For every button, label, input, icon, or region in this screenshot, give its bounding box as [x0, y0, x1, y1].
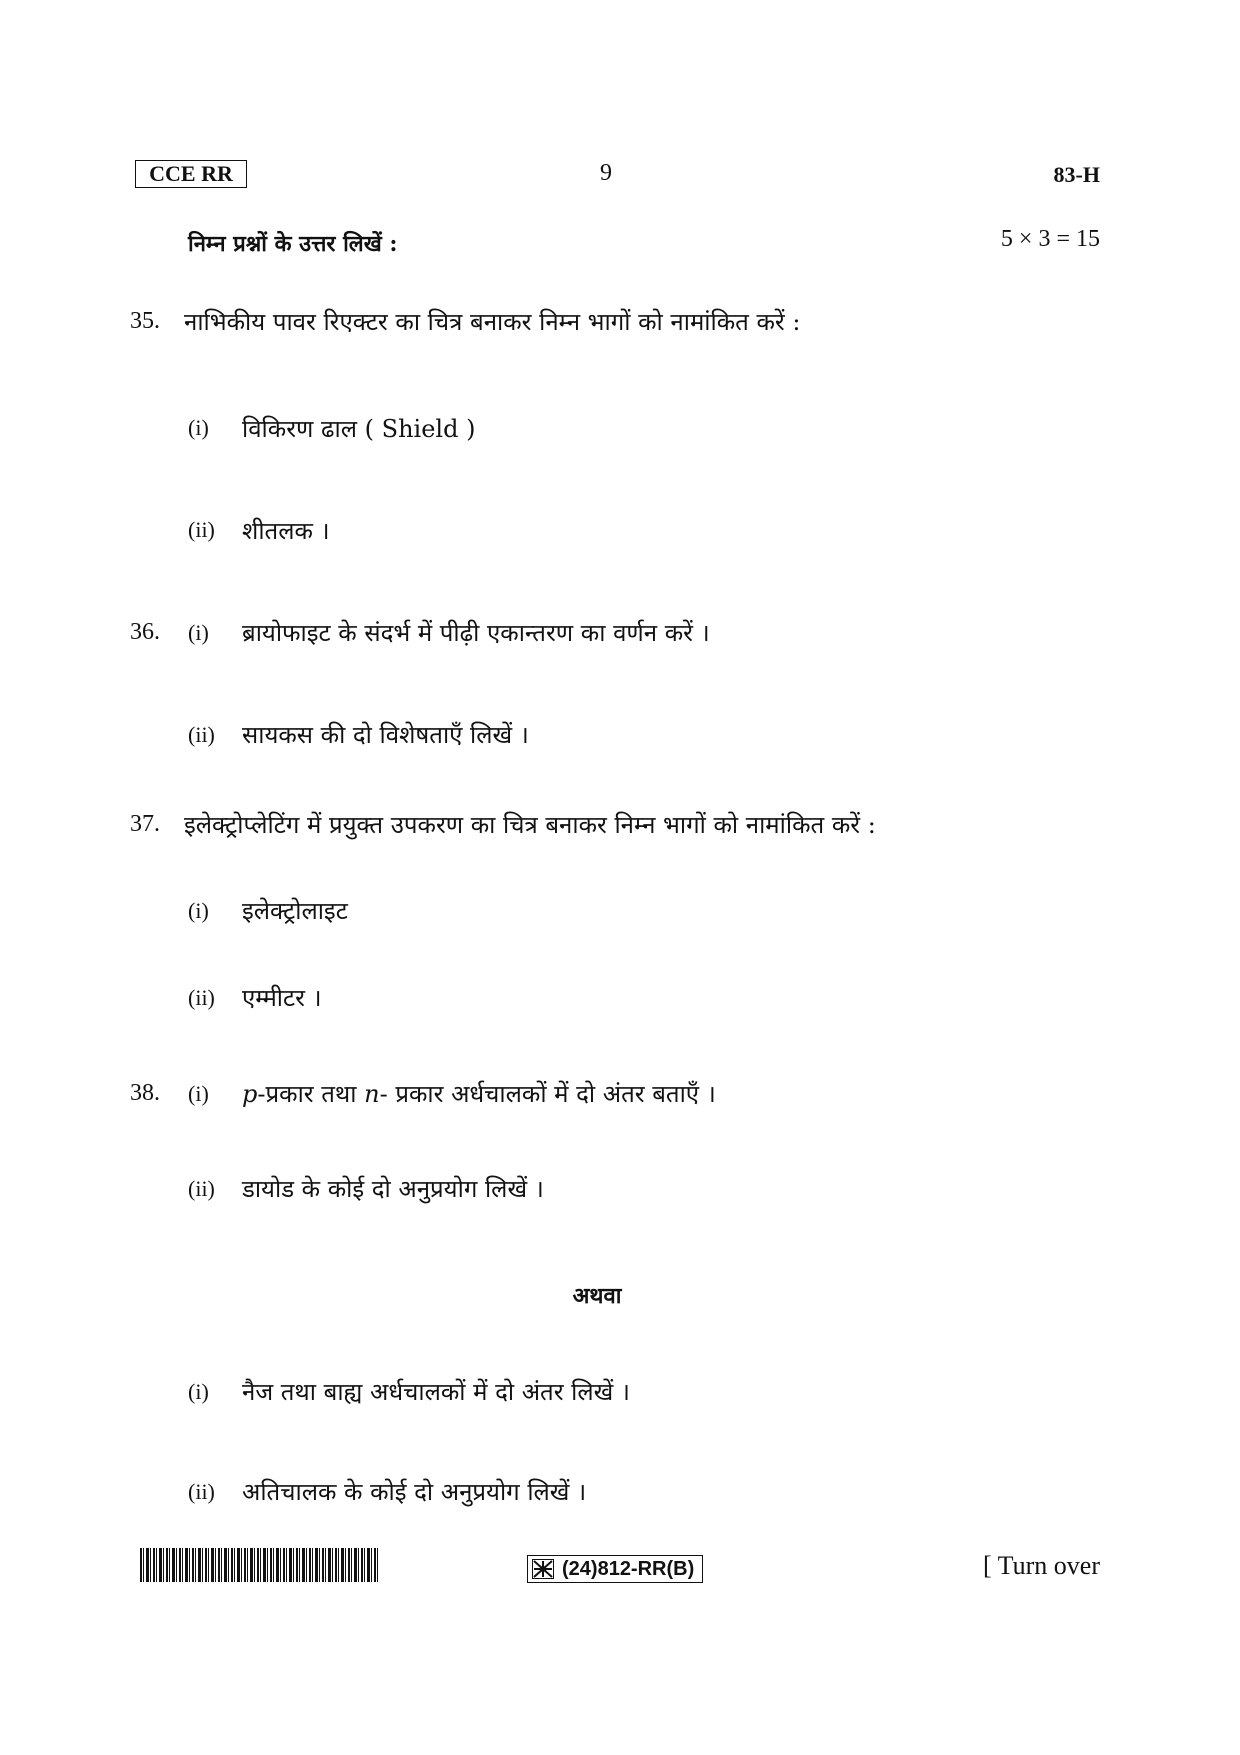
question-35-part-ii-label: (ii) [188, 517, 215, 542]
set-code-box [527, 1555, 703, 1583]
page-number: 9 [600, 160, 612, 186]
paper-code: 83-H [1053, 162, 1100, 187]
subject-code-box: CCE RR [135, 160, 247, 188]
question-35-stem: नाभिकीय पावर रिएक्टर का चित्र बनाकर निम्न भागों को नामांकित करें : [184, 308, 801, 336]
n-type-symbol: n [364, 1080, 380, 1108]
question-38-or-part-ii-label: (ii) [188, 1479, 215, 1504]
p-type-symbol: p [242, 1080, 258, 1108]
question-36-part-ii: सायकस की दो विशेषताएँ लिखें । [242, 721, 529, 749]
question-38-part-ii-label: (ii) [188, 1176, 215, 1201]
question-37-stem: इलेक्ट्रोप्लेटिंग में प्रयुक्त उपकरण का चित्र बनाकर निम्न भागों को नामांकित करें : [184, 811, 876, 839]
question-36-part-i-label: (i) [188, 620, 209, 645]
set-code: (24)812-RR(B) [562, 1558, 695, 1580]
question-38-part-i-label: (i) [188, 1081, 209, 1106]
question-number-37: 37. [130, 811, 160, 837]
turn-over: [ Turn over [982, 1551, 1100, 1580]
or-separator: अथवा [572, 1283, 622, 1309]
question-36-part-ii-label: (ii) [188, 722, 215, 747]
section-instruction: निम्न प्रश्नों के उत्तर लिखें : [188, 231, 398, 257]
question-38-part-ii: डायोड के कोई दो अनुप्रयोग लिखें । [242, 1175, 544, 1203]
question-38-part-i: p-प्रकार तथा n- प्रकार अर्धचालकों में दो अंतर बताएँ । [242, 1080, 716, 1108]
section-marks: 5 × 3 = 15 [1000, 226, 1100, 252]
question-35-part-ii: शीतलक । [242, 517, 330, 545]
question-number-35: 35. [130, 308, 160, 334]
question-36-part-i: ब्रायोफाइट के संदर्भ में पीढ़ी एकान्तरण का वर्णन करें । [242, 619, 710, 647]
emblem-icon [532, 1559, 554, 1579]
question-37-part-i-label: (i) [188, 898, 209, 923]
barcode [140, 1548, 380, 1582]
question-35-part-i-label: (i) [188, 415, 209, 440]
question-37-part-ii-label: (ii) [188, 985, 215, 1010]
question-37-part-ii: एम्मीटर । [242, 984, 322, 1012]
question-38-or-part-i-label: (i) [188, 1379, 209, 1404]
question-35-part-i: विकिरण ढाल ( Shield ) [242, 415, 476, 443]
question-number-38: 38. [130, 1080, 160, 1106]
question-37-part-i: इलेक्ट्रोलाइट [242, 897, 348, 925]
question-number-36: 36. [130, 619, 160, 645]
question-38-or-part-i: नैज तथा बाह्य अर्धचालकों में दो अंतर लिखें । [242, 1378, 631, 1406]
question-38-or-part-ii: अतिचालक के कोई दो अनुप्रयोग लिखें । [242, 1478, 587, 1506]
